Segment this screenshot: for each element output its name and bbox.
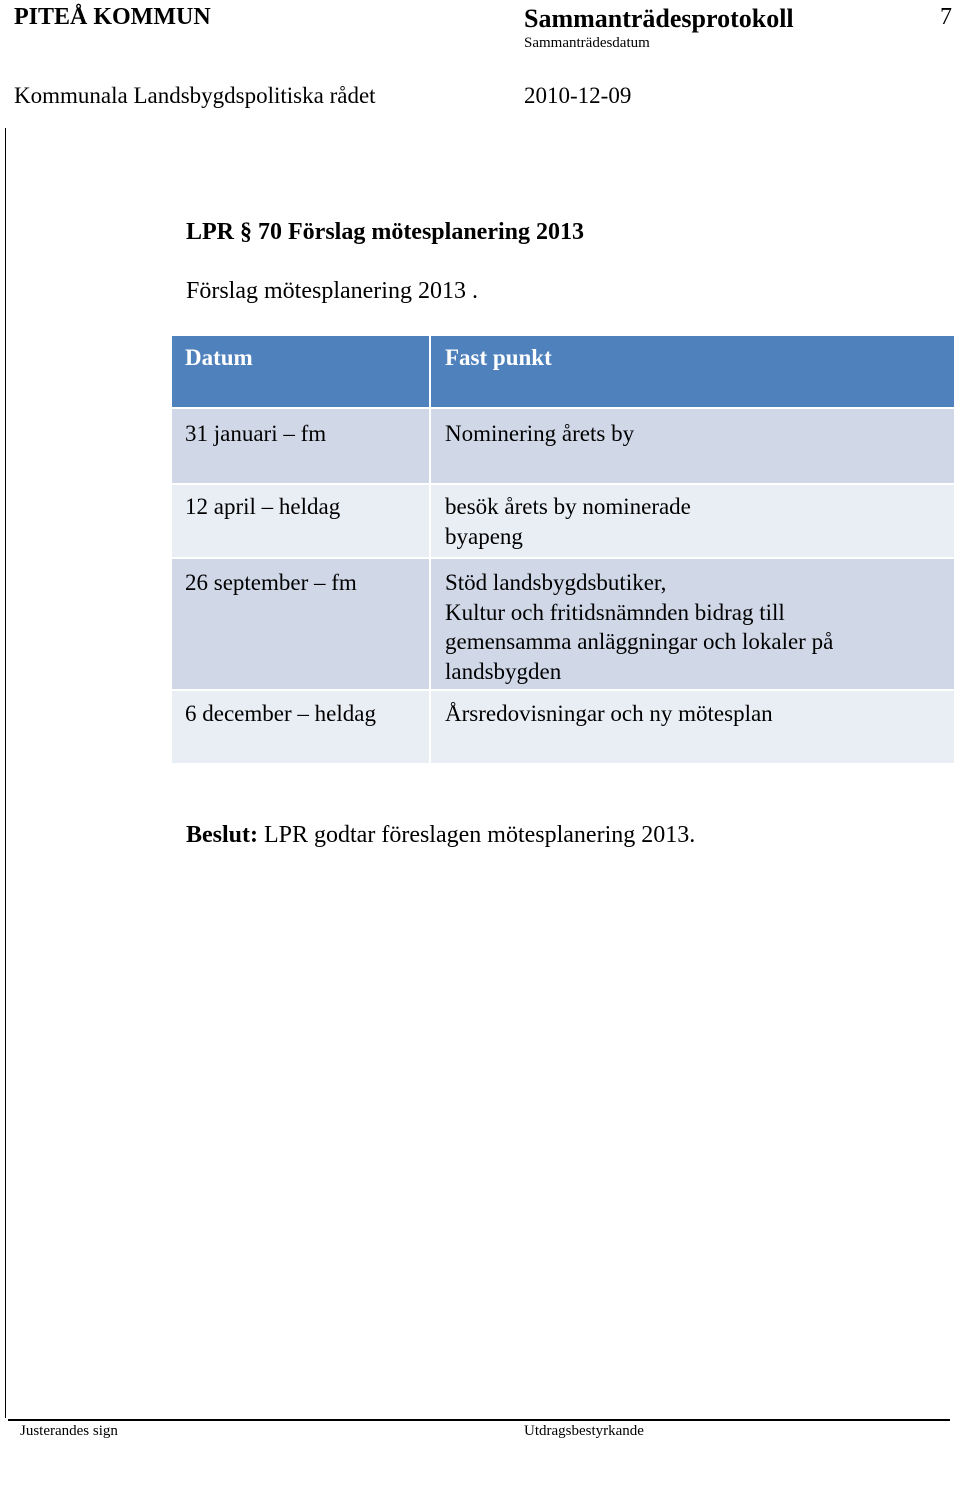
document-type: Sammanträdesprotokoll <box>524 4 794 33</box>
table-row <box>172 485 954 559</box>
signature-label: Justerandes sign <box>20 1423 118 1439</box>
date-label: Sammanträdesdatum <box>524 35 650 51</box>
organization-name: PITEÅ KOMMUN <box>14 4 211 30</box>
row-date: 12 april – heldag <box>172 485 431 557</box>
intro-text: Förslag mötesplanering 2013 . <box>186 278 478 304</box>
decision <box>186 822 695 849</box>
extract-certification-label: Utdragsbestyrkande <box>524 1423 644 1439</box>
committee-name: Kommunala Landsbygdspolitiska rådet <box>14 83 376 108</box>
row-items <box>431 485 954 557</box>
row-date: 31 januari – fm <box>172 409 431 483</box>
row-items <box>431 559 954 689</box>
row-items <box>431 409 954 483</box>
row-date: 26 september – fm <box>172 559 431 689</box>
footer-rule <box>8 1419 950 1421</box>
table-row <box>172 409 954 485</box>
decision-label: Beslut: <box>186 822 258 848</box>
table-row <box>172 559 954 691</box>
meeting-date: 2010-12-09 <box>524 83 632 108</box>
row-item-line: gemensamma anläggningar och lokaler på <box>445 629 834 654</box>
decision-text: LPR godtar föreslagen mötesplanering 2013. <box>258 822 696 848</box>
margin-rule <box>5 128 6 1418</box>
column-header-date: Datum <box>172 336 431 407</box>
row-item-line: Kultur och fritidsnämnden bidrag till <box>445 599 785 625</box>
row-item-line: Nominering årets by <box>445 421 635 446</box>
row-item-line: byapeng <box>445 523 523 549</box>
row-item-line: Årsredovisningar och ny mötesplan <box>445 701 773 726</box>
row-item-line: besök årets by nominerade <box>445 494 691 519</box>
table-header-row <box>172 336 954 409</box>
row-items <box>431 691 954 763</box>
row-date: 6 december – heldag <box>172 691 431 763</box>
section-heading: LPR § 70 Förslag mötesplanering 2013 <box>186 219 584 245</box>
page-number: 7 <box>940 4 952 30</box>
row-item-line: landsbygden <box>445 658 562 684</box>
column-header-fixed-item: Fast punkt <box>431 336 954 407</box>
row-item-line: Stöd landsbygdsbutiker, <box>445 570 667 595</box>
table-row <box>172 691 954 763</box>
meeting-plan-table <box>172 336 954 763</box>
